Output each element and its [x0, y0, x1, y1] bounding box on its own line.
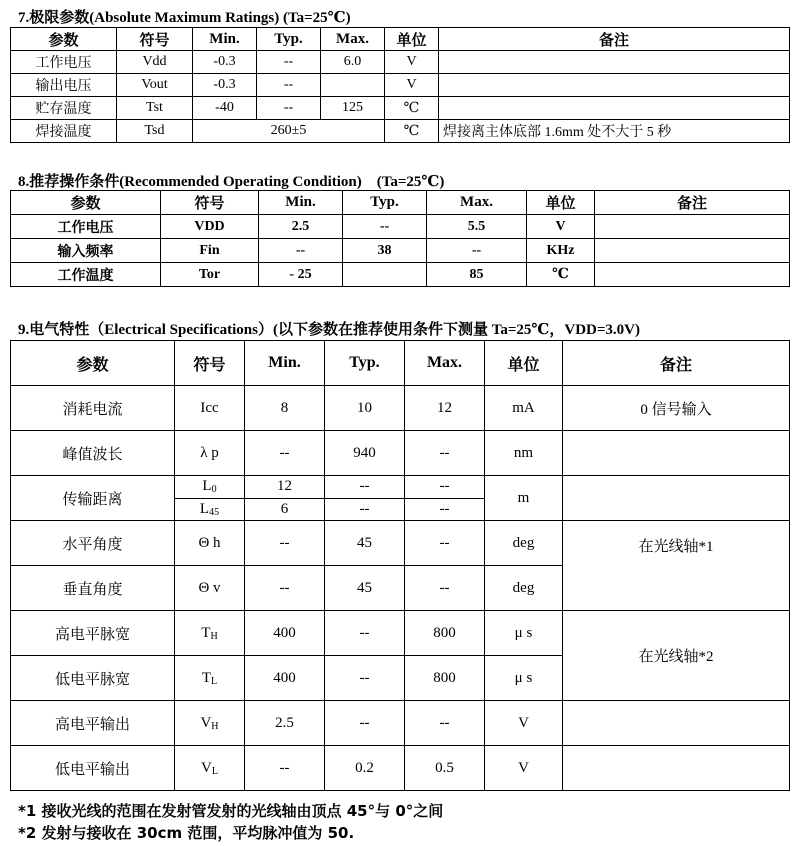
- note-cell: [439, 74, 790, 97]
- min-cell: --: [245, 746, 325, 791]
- max-cell: 800: [405, 611, 485, 656]
- param-cell: 传输距离: [11, 476, 175, 521]
- header-cell: Max.: [321, 28, 385, 51]
- typ-cell: 45: [325, 566, 405, 611]
- max-cell: --: [405, 566, 485, 611]
- param-cell: 峰值波长: [11, 431, 175, 476]
- typ-cell: --: [257, 51, 321, 74]
- symbol-sub: H: [211, 720, 219, 732]
- table-row: [11, 431, 790, 476]
- param-cell: 工作电压: [11, 51, 117, 74]
- unit-cell: mA: [485, 386, 563, 431]
- typ-cell: --: [257, 74, 321, 97]
- max-cell: --: [427, 239, 527, 263]
- symbol-cell: Fin: [161, 239, 259, 263]
- symbol-cell: Tor: [161, 263, 259, 287]
- min-cell: 2.5: [245, 701, 325, 746]
- table-row: [11, 120, 790, 143]
- symbol-cell: Θ v: [175, 566, 245, 611]
- unit-cell: μ s: [485, 611, 563, 656]
- max-cell: 125: [321, 97, 385, 120]
- typ-cell: --: [325, 656, 405, 701]
- table-row: [11, 611, 790, 656]
- electrical-spec-table: [10, 340, 790, 791]
- header-cell: 参数: [11, 191, 161, 215]
- param-cell: 水平角度: [11, 521, 175, 566]
- min-cell: --: [245, 566, 325, 611]
- max-cell: 12: [405, 386, 485, 431]
- typ-cell: --: [343, 215, 427, 239]
- symbol-sub: 45: [209, 506, 220, 518]
- table-header-row: [11, 191, 790, 215]
- header-cell: 符号: [117, 28, 193, 51]
- header-cell: Max.: [405, 341, 485, 386]
- max-cell: --: [405, 476, 485, 499]
- unit-cell: V: [485, 701, 563, 746]
- unit-cell: V: [527, 215, 595, 239]
- unit-cell: deg: [485, 566, 563, 611]
- unit-cell: V: [385, 74, 439, 97]
- section9-title: 9.电气特性（Electrical Specifications）(以下参数在推荐使用条件下测量 Ta=25℃，VDD=3.0V): [18, 322, 640, 338]
- symbol-sub: L: [211, 675, 218, 687]
- header-cell: 备注: [595, 191, 790, 215]
- header-cell: Typ.: [257, 28, 321, 51]
- header-cell: 参数: [11, 28, 117, 51]
- symbol-sub: 0: [211, 484, 217, 496]
- typ-cell: 38: [343, 239, 427, 263]
- absolute-max-table: [10, 27, 790, 143]
- unit-cell: nm: [485, 431, 563, 476]
- header-cell: 符号: [175, 341, 245, 386]
- min-cell: - 25: [259, 263, 343, 287]
- table-row: [11, 215, 790, 239]
- symbol-sub: L: [211, 765, 218, 777]
- max-cell: 85: [427, 263, 527, 287]
- unit-cell: μ s: [485, 656, 563, 701]
- header-cell: 备注: [439, 28, 790, 51]
- header-cell: 备注: [563, 341, 790, 386]
- note-cell: 在光线轴*1: [563, 521, 790, 611]
- header-cell: 参数: [11, 341, 175, 386]
- value-cell: 260±5: [193, 120, 385, 143]
- footnote-2: *2 发射与接收在 30cm 范围，平均脉冲值为 50.: [18, 824, 355, 842]
- symbol-cell: [175, 498, 245, 521]
- table-row: [11, 521, 790, 566]
- symbol-main: T: [201, 624, 211, 641]
- unit-cell: V: [485, 746, 563, 791]
- param-cell: 高电平输出: [11, 701, 175, 746]
- min-cell: 400: [245, 611, 325, 656]
- max-cell: --: [405, 701, 485, 746]
- header-cell: 单位: [385, 28, 439, 51]
- table-row: [11, 263, 790, 287]
- note-cell: [595, 263, 790, 287]
- unit-cell: ℃: [527, 263, 595, 287]
- note-cell: 0 信号输入: [563, 386, 790, 431]
- param-cell: 工作电压: [11, 215, 161, 239]
- param-cell: 低电平输出: [11, 746, 175, 791]
- unit-cell: ℃: [385, 120, 439, 143]
- min-cell: -0.3: [193, 74, 257, 97]
- max-cell: 0.5: [405, 746, 485, 791]
- symbol-sub: H: [210, 630, 218, 642]
- table-row: [11, 239, 790, 263]
- table-row: [11, 97, 790, 120]
- typ-cell: 940: [325, 431, 405, 476]
- min-cell: 400: [245, 656, 325, 701]
- typ-cell: --: [325, 611, 405, 656]
- param-cell: 输入频率: [11, 239, 161, 263]
- max-cell: --: [405, 498, 485, 521]
- symbol-cell: Tst: [117, 97, 193, 120]
- symbol-cell: Vout: [117, 74, 193, 97]
- table-header-row: [11, 341, 790, 386]
- unit-cell: V: [385, 51, 439, 74]
- unit-cell: deg: [485, 521, 563, 566]
- symbol-cell: Icc: [175, 386, 245, 431]
- note-cell: [563, 431, 790, 476]
- note-cell: 在光线轴*2: [563, 611, 790, 701]
- symbol-cell: [175, 611, 245, 656]
- param-cell: 垂直角度: [11, 566, 175, 611]
- min-cell: 8: [245, 386, 325, 431]
- note-cell: [595, 239, 790, 263]
- header-cell: 符号: [161, 191, 259, 215]
- typ-cell: 0.2: [325, 746, 405, 791]
- typ-cell: --: [257, 97, 321, 120]
- typ-cell: --: [325, 498, 405, 521]
- header-cell: Max.: [427, 191, 527, 215]
- param-cell: 消耗电流: [11, 386, 175, 431]
- min-cell: --: [245, 521, 325, 566]
- symbol-main: V: [200, 714, 212, 731]
- max-cell: 800: [405, 656, 485, 701]
- param-cell: 高电平脉宽: [11, 611, 175, 656]
- typ-cell: [343, 263, 427, 287]
- footnote-1: *1 接收光线的范围在发射管发射的光线轴由顶点 45°与 0°之间: [18, 802, 444, 820]
- param-cell: 焊接温度: [11, 120, 117, 143]
- min-cell: --: [259, 239, 343, 263]
- table-row: [11, 746, 790, 791]
- symbol-cell: Θ h: [175, 521, 245, 566]
- unit-cell: KHz: [527, 239, 595, 263]
- header-cell: Min.: [193, 28, 257, 51]
- symbol-cell: [175, 746, 245, 791]
- note-cell: [563, 701, 790, 746]
- max-cell: 6.0: [321, 51, 385, 74]
- typ-cell: 10: [325, 386, 405, 431]
- min-cell: -40: [193, 97, 257, 120]
- max-cell: --: [405, 431, 485, 476]
- table-row: [11, 386, 790, 431]
- note-cell: [563, 746, 790, 791]
- max-cell: [321, 74, 385, 97]
- typ-cell: 45: [325, 521, 405, 566]
- symbol-cell: Tsd: [117, 120, 193, 143]
- table-header-row: [11, 28, 790, 51]
- min-cell: 2.5: [259, 215, 343, 239]
- symbol-cell: [175, 656, 245, 701]
- recommended-operating-table: [10, 190, 790, 287]
- max-cell: --: [405, 521, 485, 566]
- min-cell: 6: [245, 498, 325, 521]
- header-cell: 单位: [485, 341, 563, 386]
- table-row: [11, 476, 790, 499]
- section7-title: 7.极限参数(Absolute Maximum Ratings) (Ta=25℃): [18, 10, 351, 26]
- min-cell: -0.3: [193, 51, 257, 74]
- symbol-main: L: [199, 500, 210, 517]
- header-cell: 单位: [527, 191, 595, 215]
- note-cell: [439, 97, 790, 120]
- symbol-main: T: [201, 669, 212, 686]
- typ-cell: --: [325, 701, 405, 746]
- typ-cell: --: [325, 476, 405, 499]
- header-cell: Typ.: [325, 341, 405, 386]
- min-cell: 12: [245, 476, 325, 499]
- param-cell: 输出电压: [11, 74, 117, 97]
- symbol-main: L: [202, 478, 212, 495]
- symbol-cell: Vdd: [117, 51, 193, 74]
- param-cell: 工作温度: [11, 263, 161, 287]
- param-cell: 低电平脉宽: [11, 656, 175, 701]
- table-row: [11, 51, 790, 74]
- header-cell: Min.: [259, 191, 343, 215]
- param-cell: 贮存温度: [11, 97, 117, 120]
- symbol-cell: [175, 701, 245, 746]
- symbol-cell: [175, 476, 245, 499]
- note-cell: [563, 476, 790, 521]
- table-row: [11, 74, 790, 97]
- section8-title: 8.推荐操作条件(Recommended Operating Condition) (Ta=25℃): [18, 174, 445, 190]
- header-cell: Min.: [245, 341, 325, 386]
- note-cell: [595, 215, 790, 239]
- note-cell: 焊接离主体底部 1.6mm 处不大于 5 秒: [439, 120, 790, 143]
- unit-cell: m: [485, 476, 563, 521]
- symbol-main: V: [201, 759, 212, 776]
- symbol-cell: λ p: [175, 431, 245, 476]
- note-cell: [439, 51, 790, 74]
- min-cell: --: [245, 431, 325, 476]
- symbol-cell: VDD: [161, 215, 259, 239]
- table-row: [11, 701, 790, 746]
- max-cell: 5.5: [427, 215, 527, 239]
- unit-cell: ℃: [385, 97, 439, 120]
- header-cell: Typ.: [343, 191, 427, 215]
